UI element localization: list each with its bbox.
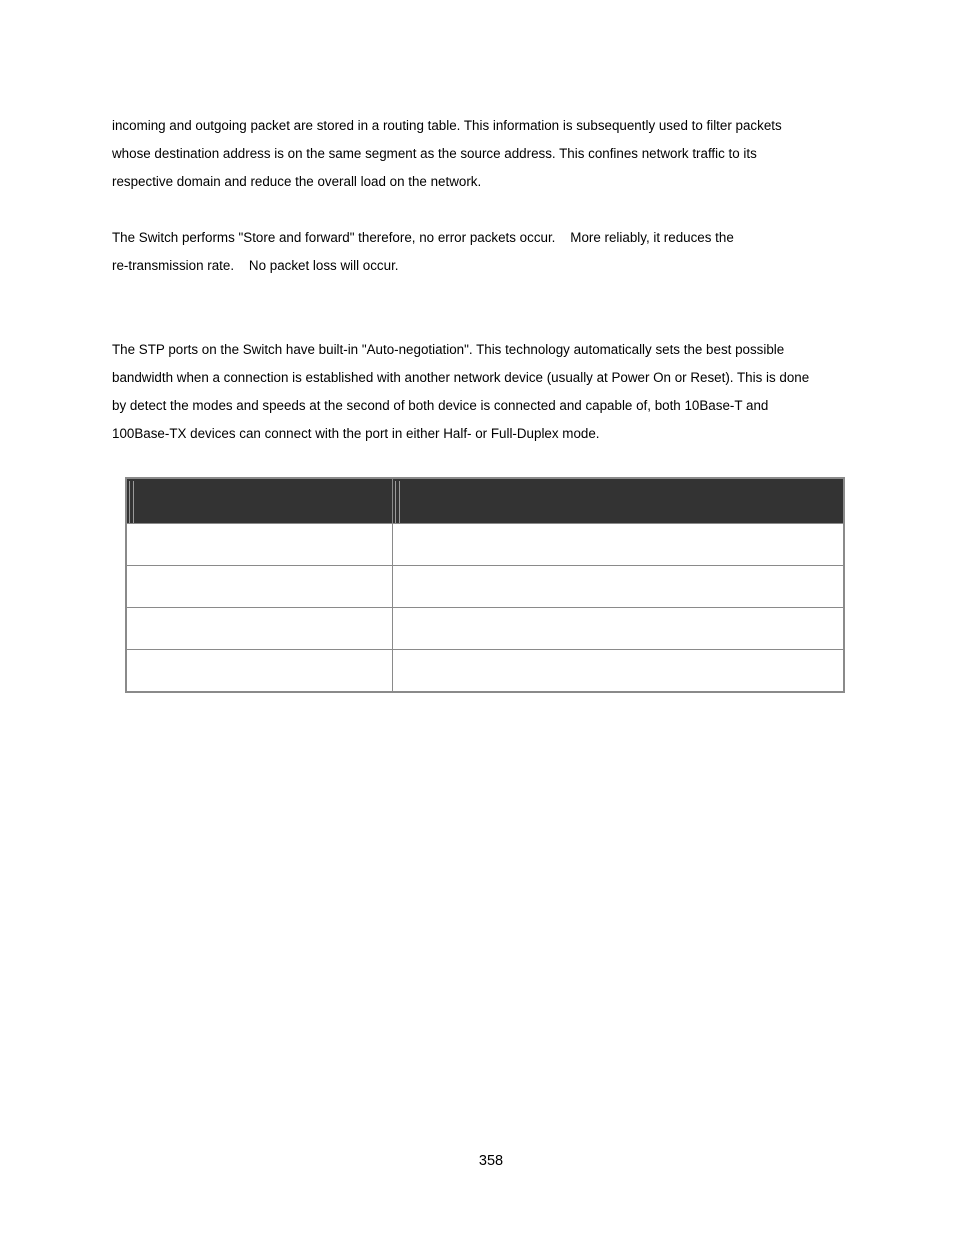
table-row xyxy=(126,650,844,692)
table-row xyxy=(126,566,844,608)
spec-table xyxy=(125,477,845,693)
table-cell xyxy=(392,650,844,692)
table-cell xyxy=(392,566,844,608)
table-cell xyxy=(126,608,392,650)
table-header-row xyxy=(126,478,844,524)
table-header-cell xyxy=(126,478,392,524)
page-number: 358 xyxy=(478,1153,504,1169)
paragraph-line: incoming and outgoing packet are stored in a routing table. This information is subsequently used to filter packets xyxy=(112,118,782,133)
paragraph-line: by detect the modes and speeds at the second of both device is connected and capable of, both 10Base-T and xyxy=(112,398,769,413)
paragraph-line: re-transmission rate. No packet loss will occur. xyxy=(112,258,399,273)
table-cell xyxy=(126,650,392,692)
table-header-cell xyxy=(392,478,844,524)
paragraph-forwarding-table xyxy=(112,112,847,196)
paragraph-line: The STP ports on the Switch have built-in "Auto-negotiation". This technology automatically sets the best possible xyxy=(112,342,785,357)
paragraph-line: 100Base-TX devices can connect with the port in either Half- or Full-Duplex mode. xyxy=(112,426,600,441)
paragraph-line: The Switch performs "Store and forward" therefore, no error packets occur. More reliably, it reduces the xyxy=(112,230,734,245)
paragraph-line: bandwidth when a connection is established with another network device (usually at Power On or Reset). This is done xyxy=(112,370,810,385)
paragraph-store-and-forward xyxy=(112,224,847,280)
table-cell xyxy=(126,524,392,566)
table-cell xyxy=(392,608,844,650)
table-cell xyxy=(126,566,392,608)
paragraph-auto-negotiation xyxy=(112,336,847,448)
table-row xyxy=(126,524,844,566)
table-row xyxy=(126,608,844,650)
paragraph-line: whose destination address is on the same segment as the source address. This confines network traffic to its xyxy=(112,146,757,161)
paragraph-line: respective domain and reduce the overall load on the network. xyxy=(112,174,482,189)
table-cell xyxy=(392,524,844,566)
